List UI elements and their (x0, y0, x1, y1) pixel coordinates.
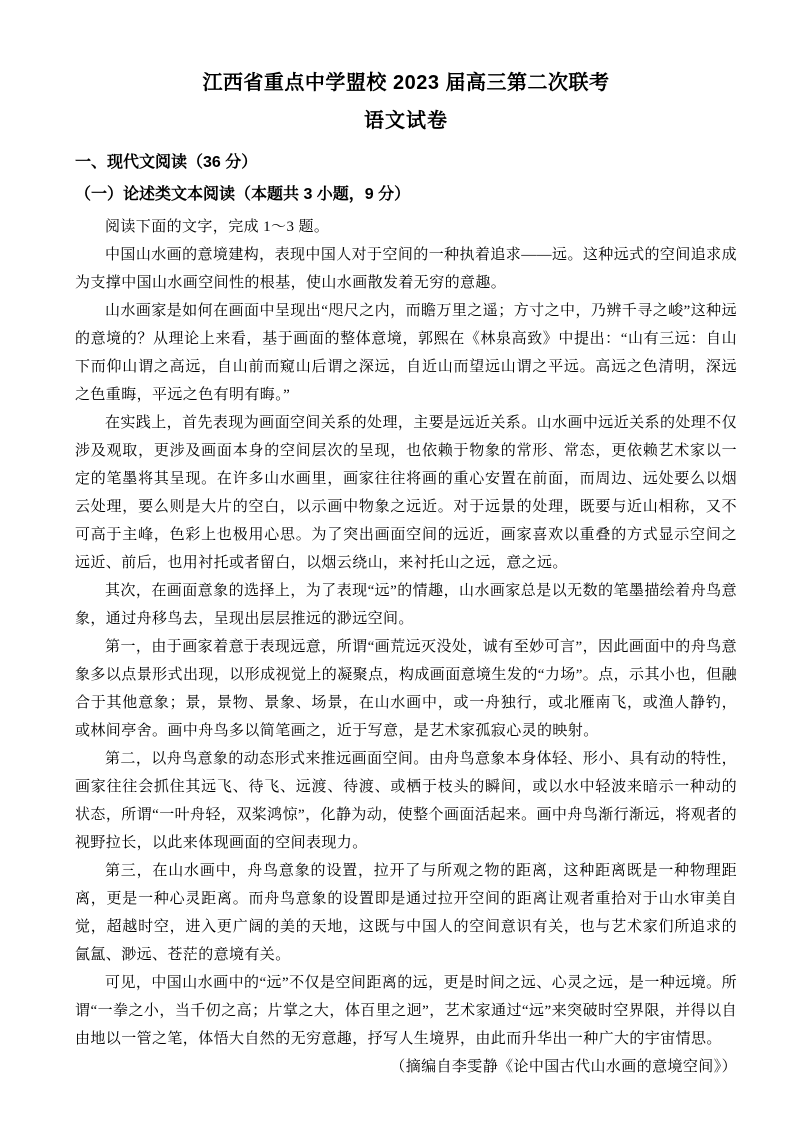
passage-attribution: （摘编自李雯静《论中国古代山水画的意境空间》） (390, 1059, 737, 1075)
passage-paragraph: 在实践上，首先表现为画面空间关系的处理，主要是远近关系。山水画中远近关系的处理不仅涉及观取，更涉及画面本身的空间层次的呈现，也依赖于物象的常形、常态，更依赖艺术家以一定的笔墨将其呈现。在许多山水画里，画家往往将画的重心安置在前面，而周边、远处要么以烟云处理，要么则是大片的空白，以示画中物象之远近。对于远景的处理，既要与近山相称，又不可高于主峰，色彩上也极用心思。为了突出画面空间的远近，画家喜欢以重叠的方式显示空间之远近、前后，也用衬托或者留白，以烟云绕山，来衬托山之远，意之远。 (75, 415, 737, 571)
passage-paragraph: 可见，中国山水画中的“远”不仅是空间距离的远，更是时间之远、心灵之远，是一种远境。所谓“一拳之小，当千仞之高；片掌之大，体百里之迥”，艺术家通过“远”来突破时空界限，并得以自由地以一管之笔，体悟大自然的无穷意趣，抒写人生境界，由此而升华出一种广大的宇宙情思。 (75, 975, 737, 1047)
section-heading-modern-reading: 一、现代文阅读（36 分） (75, 154, 258, 171)
passage-paragraph: 第二，以舟鸟意象的动态形式来推远画面空间。由舟鸟意象本身体轻、形小、具有动的特性，画家往往会抓住其远飞、待飞、远渡、待渡、或栖于枝头的瞬间，或以水中轻波来暗示一种动的状态，所谓“一叶舟轻，双桨鸿惊”，化静为动，使整个画面活起来。画中舟鸟渐行渐远，将观者的视野拉长，以此来体现画面的空间表现力。 (75, 751, 737, 851)
exam-subtitle: 语文试卷 (364, 110, 448, 132)
passage-paragraph: 中国山水画的意境建构，表现中国人对于空间的一种执着追求——远。这种远式的空间追求成为支撑中国山水画空间性的根基，使山水画散发着无穷的意趣。 (75, 247, 737, 291)
passage-paragraph: 第三，在山水画中，舟鸟意象的设置，拉开了与所观之物的距离，这种距离既是一种物理距离，更是一种心灵距离。而舟鸟意象的设置即是通过拉开空间的距离让观者重拾对于山水审美自觉，超越时空，进入更广阔的美的天地，这既与中国人的空间意识有关，也与艺术家们所追求的氤氲、渺远、苍茫的意境有关。 (75, 863, 737, 963)
passage-instruction: 阅读下面的文字，完成 1～3 题。 (105, 219, 330, 235)
passage-paragraph: 其次，在画面意象的选择上，为了表现“远”的情趣，山水画家总是以无数的笔墨描绘着舟鸟意象，通过舟移鸟去，呈现出层层推远的渺远空间。 (75, 583, 737, 627)
subsection-heading-argumentative-reading: （一）论述类文本阅读（本题共 3 小题，9 分） (75, 186, 411, 203)
exam-title: 江西省重点中学盟校 2023 届高三第二次联考 (202, 72, 610, 94)
reading-passage (75, 213, 737, 1081)
passage-paragraph: 山水画家是如何在画面中呈现出“咫尺之内，而瞻万里之遥；方寸之中，乃辨千寻之峻”这种远的意境的？从理论上来看，基于画面的整体意境，郭熙在《林泉高致》中提出：“山有三远：自山下而仰山谓之高远，自山前而窥山后谓之深远，自近山而望远山谓之平远。高远之色清明，深远之色重晦，平远之色有明有晦。” (75, 303, 737, 403)
passage-paragraph: 第一，由于画家着意于表现远意，所谓“画荒远灭没处，诚有至妙可言”，因此画面中的舟鸟意象多以点景形式出现，以形成视觉上的凝聚点，构成画面意境生发的“力场”。点，示其小也，但融合于其他意象；景，景物、景象、场景，在山水画中，或一舟独行，或北雁南飞，或渔人静钓，或林间亭舍。画中舟鸟多以简笔画之，近于写意，是艺术家孤寂心灵的映射。 (75, 639, 737, 739)
